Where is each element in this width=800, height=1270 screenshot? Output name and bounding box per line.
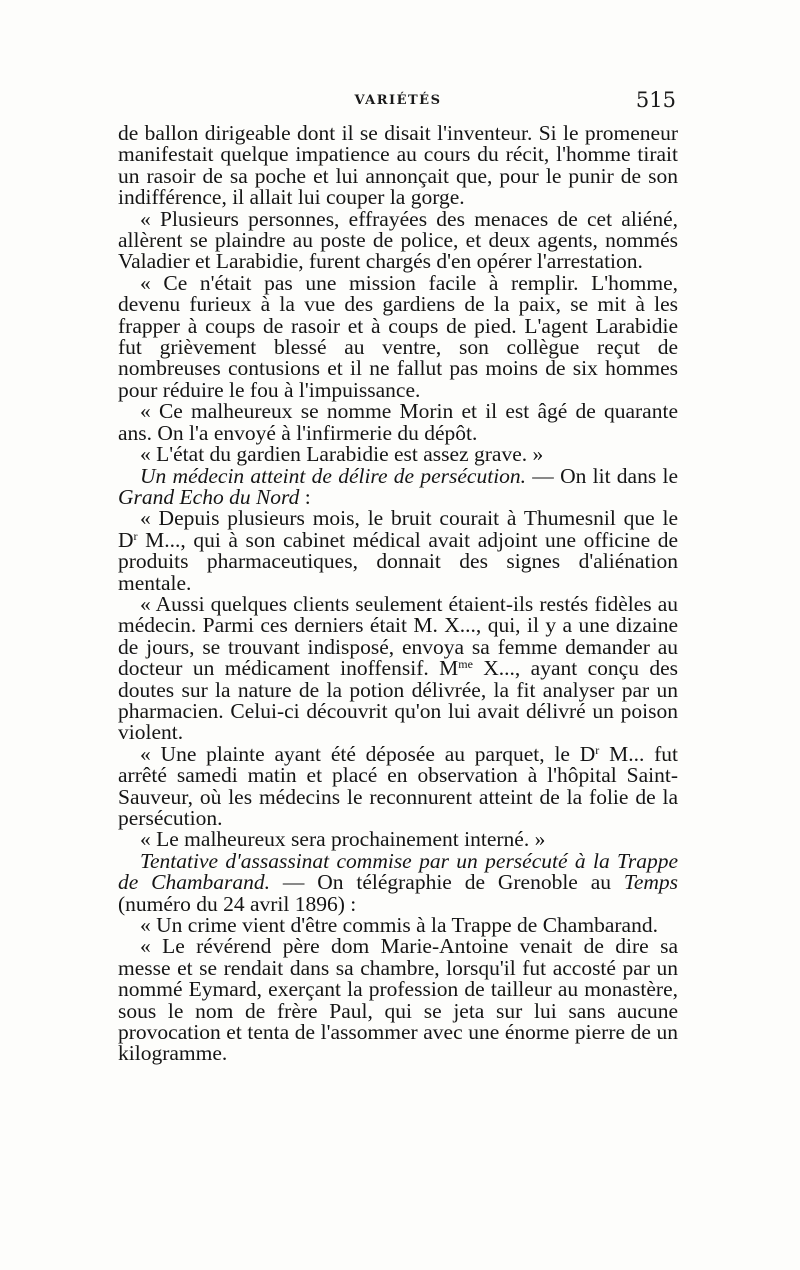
section-paragraph: Un médecin atteint de délire de persécution. — On lit dans le Grand Echo du Nord :	[118, 463, 678, 509]
running-title: VARIÉTÉS	[354, 93, 442, 108]
body-text	[118, 123, 678, 1065]
paragraph: « Une plainte ayant été déposée au parquet, le $D^r$ M... fut arrêté samedi matin et placé en observation à l'hôpital Saint-Sauveur, où les médecins le reconnurent atteint de la folie de la persécution.	[118, 741, 678, 830]
paragraph: « Ce malheureux se nomme Morin et il est âgé de quarante ans. On l'a envoyé à l'infirmerie du dépôt.	[118, 399, 678, 445]
newspaper-title: Temps	[623, 870, 679, 895]
paragraph: « Depuis plusieurs mois, le bruit courait à Thumesnil que le $D^r$ M..., qui à son cabinet médical avait adjoint une officine de produits pharmaceutiques, donnait des signes d'aliénation mentale.	[118, 506, 678, 595]
paragraph: « Plusieurs personnes, effrayées des menaces de cet aliéné, allèrent se plaindre au poste de police, et deux agents, nommés Valadier et Larabidie, furent chargés d'en opérer l'arrestation.	[118, 206, 678, 274]
section-paragraph: Tentative d'assassinat commise par un persécuté à la Trappe de Chambarand. — On télégraphie de Grenoble au Temps (numéro du 24 avril 1896) :	[118, 848, 679, 916]
paragraph: de ballon dirigeable dont il se disait l'inventeur. Si le promeneur manifestait quelque impatience au cours du récit, l'homme tirait un rasoir de sa poche et lui annonçait que, pour le punir de son indifférence, il allait lui couper la gorge.	[118, 121, 678, 210]
paragraph: « Aussi quelques clients seulement étaient-ils restés fidèles au médecin. Parmi ces derniers était M. X..., qui, il y a une dizaine de jours, se trouvant indisposé, envoya sa femme demander au docteur un médicament inoffensif. $M^{me}$ X..., ayant conçu des doutes sur la nature de la potion délivrée, la fit analyser par un pharmacien. Celui-ci découvrit qu'on lui avait délivré un poison violent.	[118, 591, 678, 745]
newspaper-title: Grand Echo du Nord	[118, 484, 300, 509]
paragraph: « Un crime vient d'être commis à la Trappe de Chambarand.	[140, 913, 658, 938]
paragraph: « Ce n'était pas une mission facile à remplir. L'homme, devenu furieux à la vue des gardiens de la paix, se mit à les frapper à coups de rasoir et à coups de pied. L'agent Larabidie fut grièvement blessé au ventre, son collègue reçut de nombreuses contusions et il ne fallut pas moins de six hommes pour réduire le fou à l'impuissance.	[118, 270, 678, 402]
paragraph: « Le révérend père dom Marie-Antoine venait de dire sa messe et se rendait dans sa chambre, lorsqu'il fut accosté par un nommé Eymard, exerçant la profession de tailleur au monastère, sous le nom de frère Paul, qui se jeta sur lui sans aucune provocation et tenta de l'assommer avec une énorme pierre de un kilogramme.	[118, 934, 678, 1066]
paragraph: « L'état du gardien Larabidie est assez grave. »	[140, 442, 544, 467]
section-heading: Tentative d'assassinat commise par un persécuté à la Trappe de Chambarand.	[118, 848, 678, 895]
page-number: 515	[635, 88, 676, 112]
page-header	[118, 88, 678, 112]
section-heading: Un médecin atteint de délire de persécution.	[140, 463, 527, 488]
paragraph: « Le malheureux sera prochainement interné. »	[140, 827, 546, 852]
